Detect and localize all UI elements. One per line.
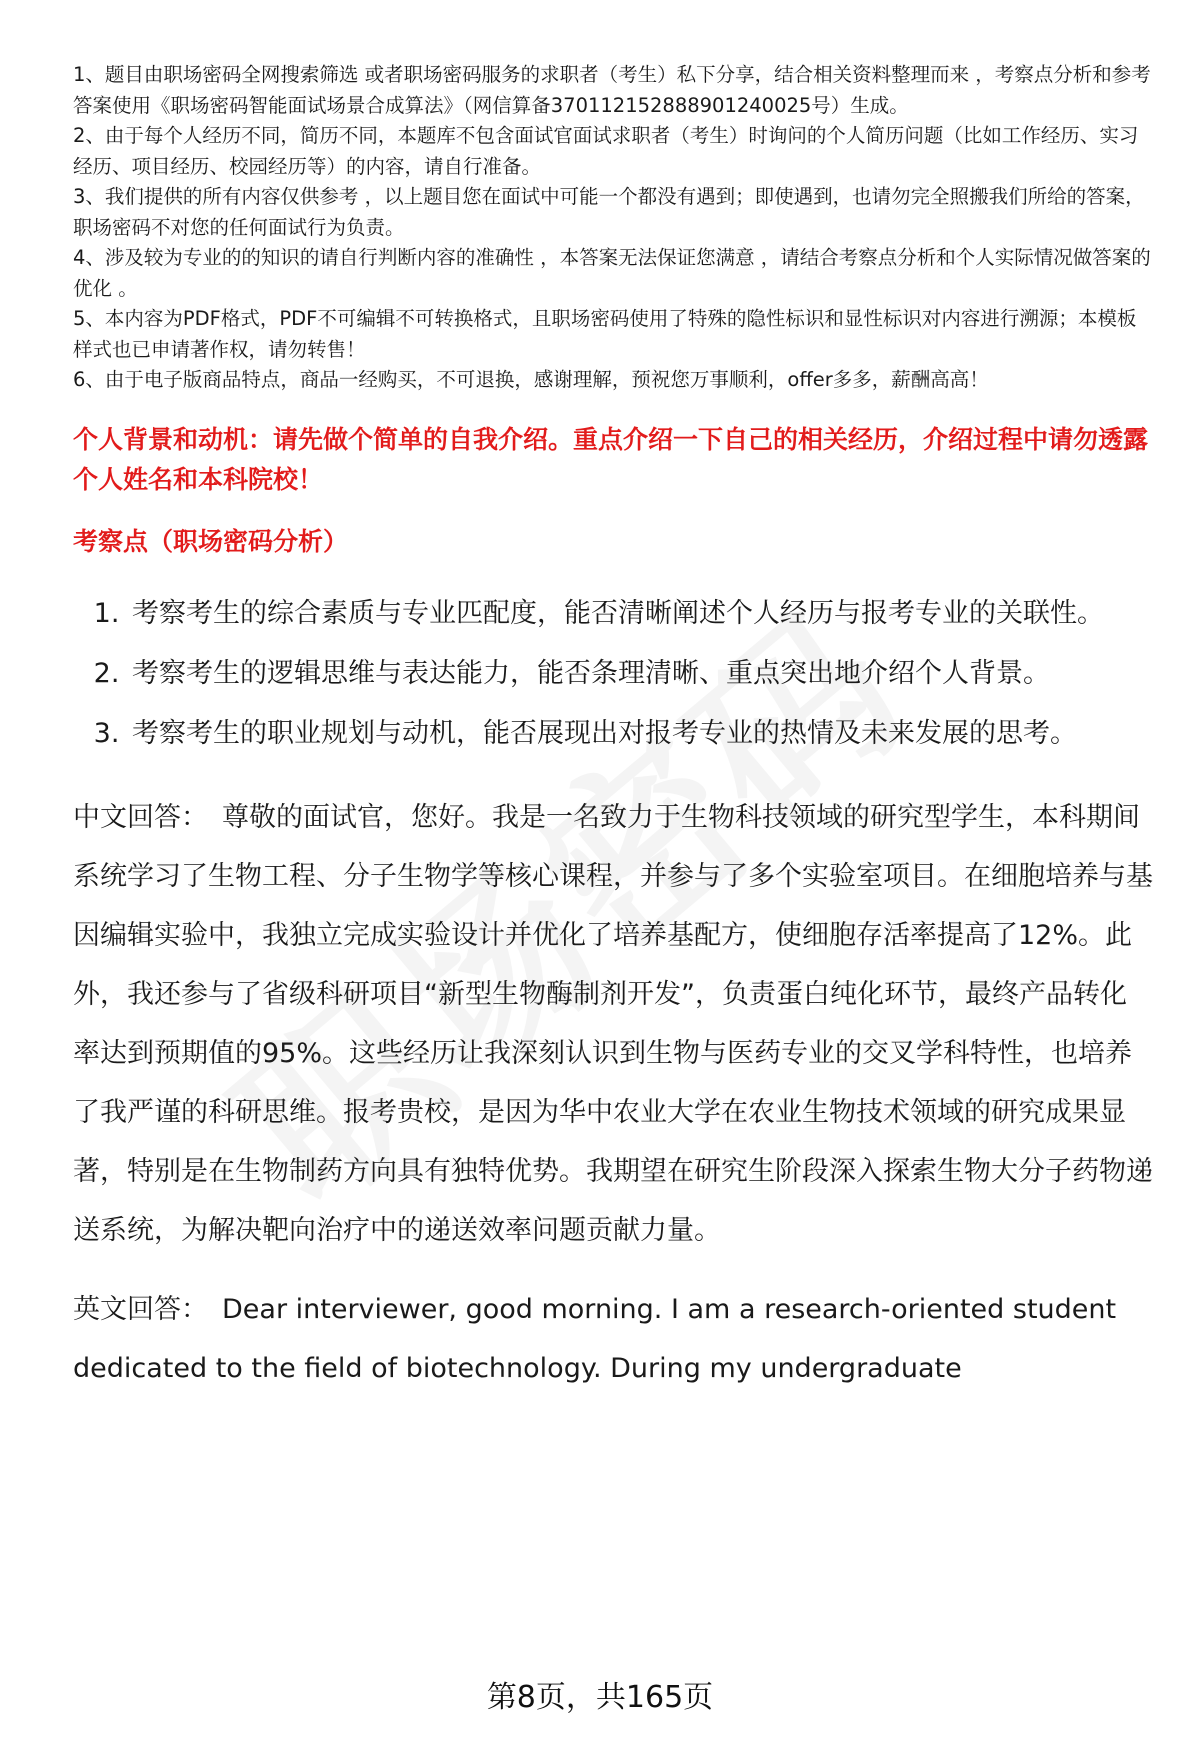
notice-item: 1、题目由职场密码全网搜索筛选 或者职场密码服务的求职者（考生）私下分享，结合相关资料整理而来 ，考察点分析和参考答案使用《职场密码智能面试场景合成算法》（网信算备370112152888901240025号）生成。 (73, 63, 1151, 117)
page-number: 第8页，共165页 (486, 1680, 714, 1715)
analysis-title: 考察点（职场密码分析） (73, 526, 349, 556)
question-title: 个人背景和动机：请先做个简单的自我介绍。重点介绍一下自己的相关经历，介绍过程中请勿透露个人姓名和本科院校！ (73, 424, 1149, 494)
notice-block (73, 60, 1153, 396)
notice-item: 2、由于每个人经历不同，简历不同，本题库不包含面试官面试求职者（考生）时询问的个人简历问题（比如工作经历、实习经历、项目经历、校园经历等）的内容，请自行准备。 (73, 124, 1139, 178)
notice-item: 5、本内容为PDF格式，PDF不可编辑不可转换格式，且职场密码使用了特殊的隐性标识和显性标识对内容进行溯源；本模板样式也已申请著作权，请勿转售！ (73, 307, 1137, 361)
chinese-answer-label: 中文回答： (73, 801, 208, 833)
analysis-point: 2. 考察考生的逻辑思维与表达能力，能否条理清晰、重点突出地介绍个人背景。 (128, 644, 1153, 704)
page-content (73, 60, 1153, 1398)
notice-item: 4、涉及较为专业的的知识的请自行判断内容的准确性 ，本答案无法保证您满意 ，请结合考察点分析和个人实际情况做答案的优化 。 (73, 246, 1151, 300)
english-answer-label: 英文回答： (73, 1293, 208, 1325)
chinese-answer-text: 尊敬的面试官，您好。我是一名致力于生物科技领域的研究型学生，本科期间系统学习了生物工程、分子生物学等核心课程，并参与了多个实验室项目。在细胞培养与基因编辑实验中，我独立完成实验设计并优化了培养基配方，使细胞存活率提高了12%。此外，我还参与了省级科研项目“新型生物酶制剂开发”，负责蛋白纯化环节，最终产品转化率达到预期值的95%。这些经历让我深刻认识到生物与医药专业的交叉学科特性，也培养了我严谨的科研思维。报考贵校，是因为华中农业大学在农业生物技术领域的研究成果显著，特别是在生物制药方向具有独特优势。我期望在研究生阶段深入探索生物大分子药物递送系统，为解决靶向治疗中的递送效率问题贡献力量。 (73, 801, 1153, 1246)
notice-item: 3、我们提供的所有内容仅供参考 ，以上题目您在面试中可能一个都没有遇到；即使遇到，也请勿完全照搬我们所给的答案，职场密码不对您的任何面试行为负责。 (73, 185, 1145, 239)
notice-item: 6、由于电子版商品特点，商品一经购买，不可退换，感谢理解，预祝您万事顺利，offer多多，薪酬高高！ (73, 368, 989, 391)
chinese-answer (73, 788, 1153, 1260)
analysis-point: 1. 考察考生的综合素质与专业匹配度，能否清晰阐述个人经历与报考专业的关联性。 (128, 584, 1153, 644)
english-answer-text: Dear interviewer, good morning. I am a research-oriented student dedicated to the field of biotechnology. During my undergraduate (73, 1293, 1117, 1384)
analysis-list (73, 584, 1153, 764)
analysis-point: 3. 考察考生的职业规划与动机，能否展现出对报考专业的热情及未来发展的思考。 (128, 704, 1153, 764)
english-answer (73, 1280, 1153, 1398)
